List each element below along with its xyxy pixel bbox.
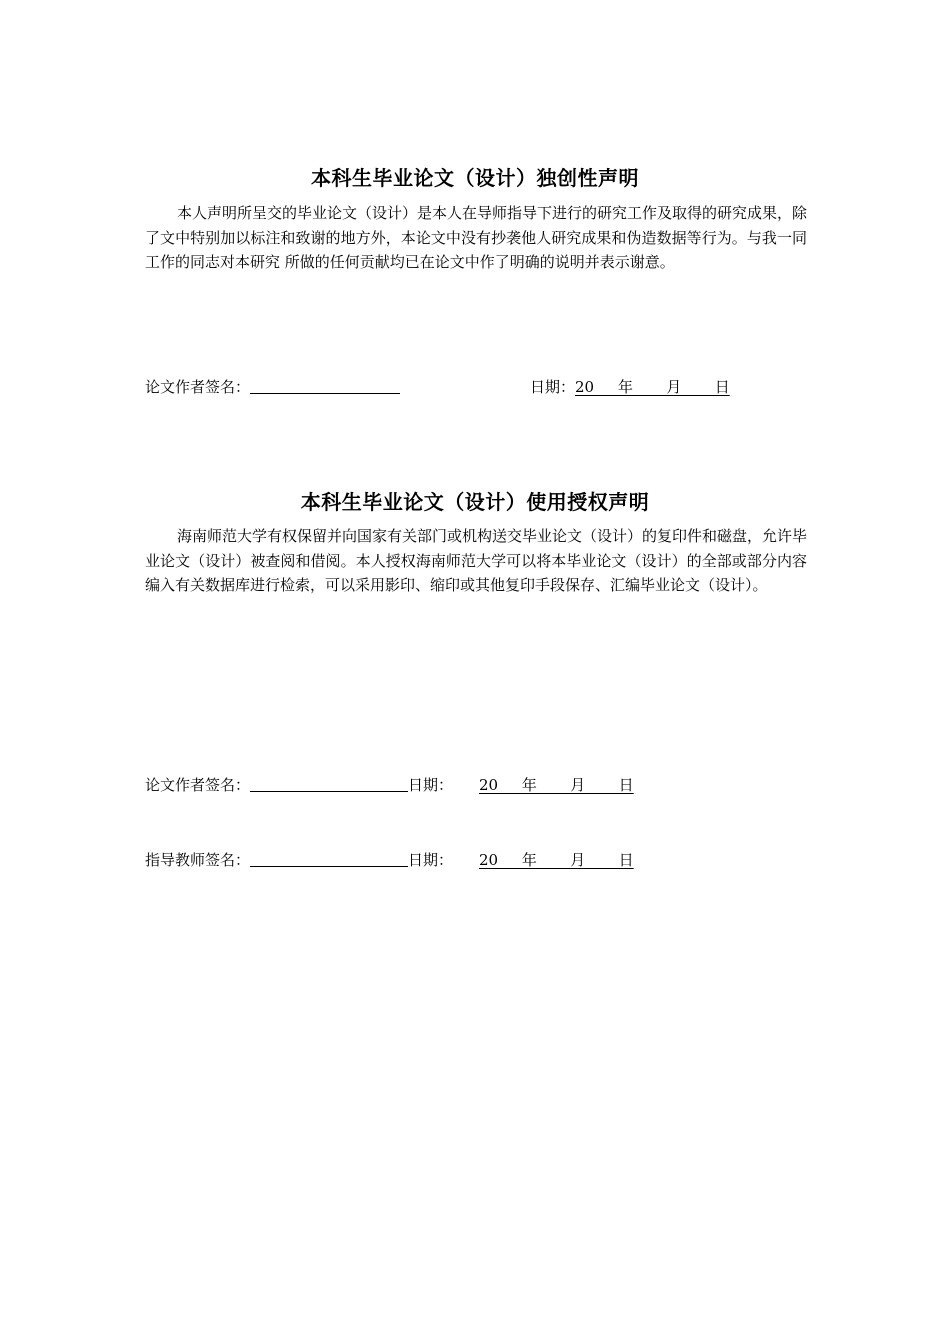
originality-author-signature xyxy=(145,377,400,397)
authorization-author-signature xyxy=(145,775,453,795)
originality-statement-title: 本科生毕业论文（设计）独创性声明 xyxy=(311,166,639,190)
authorization-statement-title: 本科生毕业论文（设计）使用授权声明 xyxy=(300,490,650,514)
date-value[interactable]: 20 年 月 日 xyxy=(479,776,634,794)
author-signature-line[interactable] xyxy=(250,377,400,394)
originality-statement-paragraph: 本人声明所呈交的毕业论文（设计）是本人在导师指导下进行的研究工作及取得的研究成果，除了文中特别加以标注和致谢的地方外，本论文中没有抄袭他人研究成果和伪造数据等行为。与我一同工作的同志对本研究 所做的任何贡献均已在论文中作了明确的说明并表示谢意。 xyxy=(145,204,808,271)
advisor-signature xyxy=(145,850,453,870)
date-label: 日期： xyxy=(408,776,454,794)
author-signature-label: 论文作者签名： xyxy=(145,378,251,396)
date-value[interactable]: 20 年 月 日 xyxy=(479,851,634,869)
advisor-signature-label: 指导教师签名： xyxy=(145,851,251,869)
date-value[interactable]: 20 年 月 日 xyxy=(575,378,730,396)
originality-date xyxy=(530,377,730,397)
advisor-signature-line[interactable] xyxy=(250,850,408,867)
advisor-date xyxy=(479,850,634,870)
authorization-author-date xyxy=(479,775,634,795)
date-label: 日期： xyxy=(530,378,576,396)
authorization-statement-paragraph: 海南师范大学有权保留并向国家有关部门或机构送交毕业论文（设计）的复印件和磁盘，允许毕业论文（设计）被查阅和借阅。本人授权海南师范大学可以将本毕业论文（设计）的全部或部分内容编入有关数据库进行检索，可以采用影印、缩印或其他复印手段保存、汇编毕业论文（设计）。 xyxy=(145,527,808,594)
author-signature-label: 论文作者签名： xyxy=(145,776,251,794)
date-label: 日期： xyxy=(408,851,454,869)
author-signature-line[interactable] xyxy=(250,775,408,792)
